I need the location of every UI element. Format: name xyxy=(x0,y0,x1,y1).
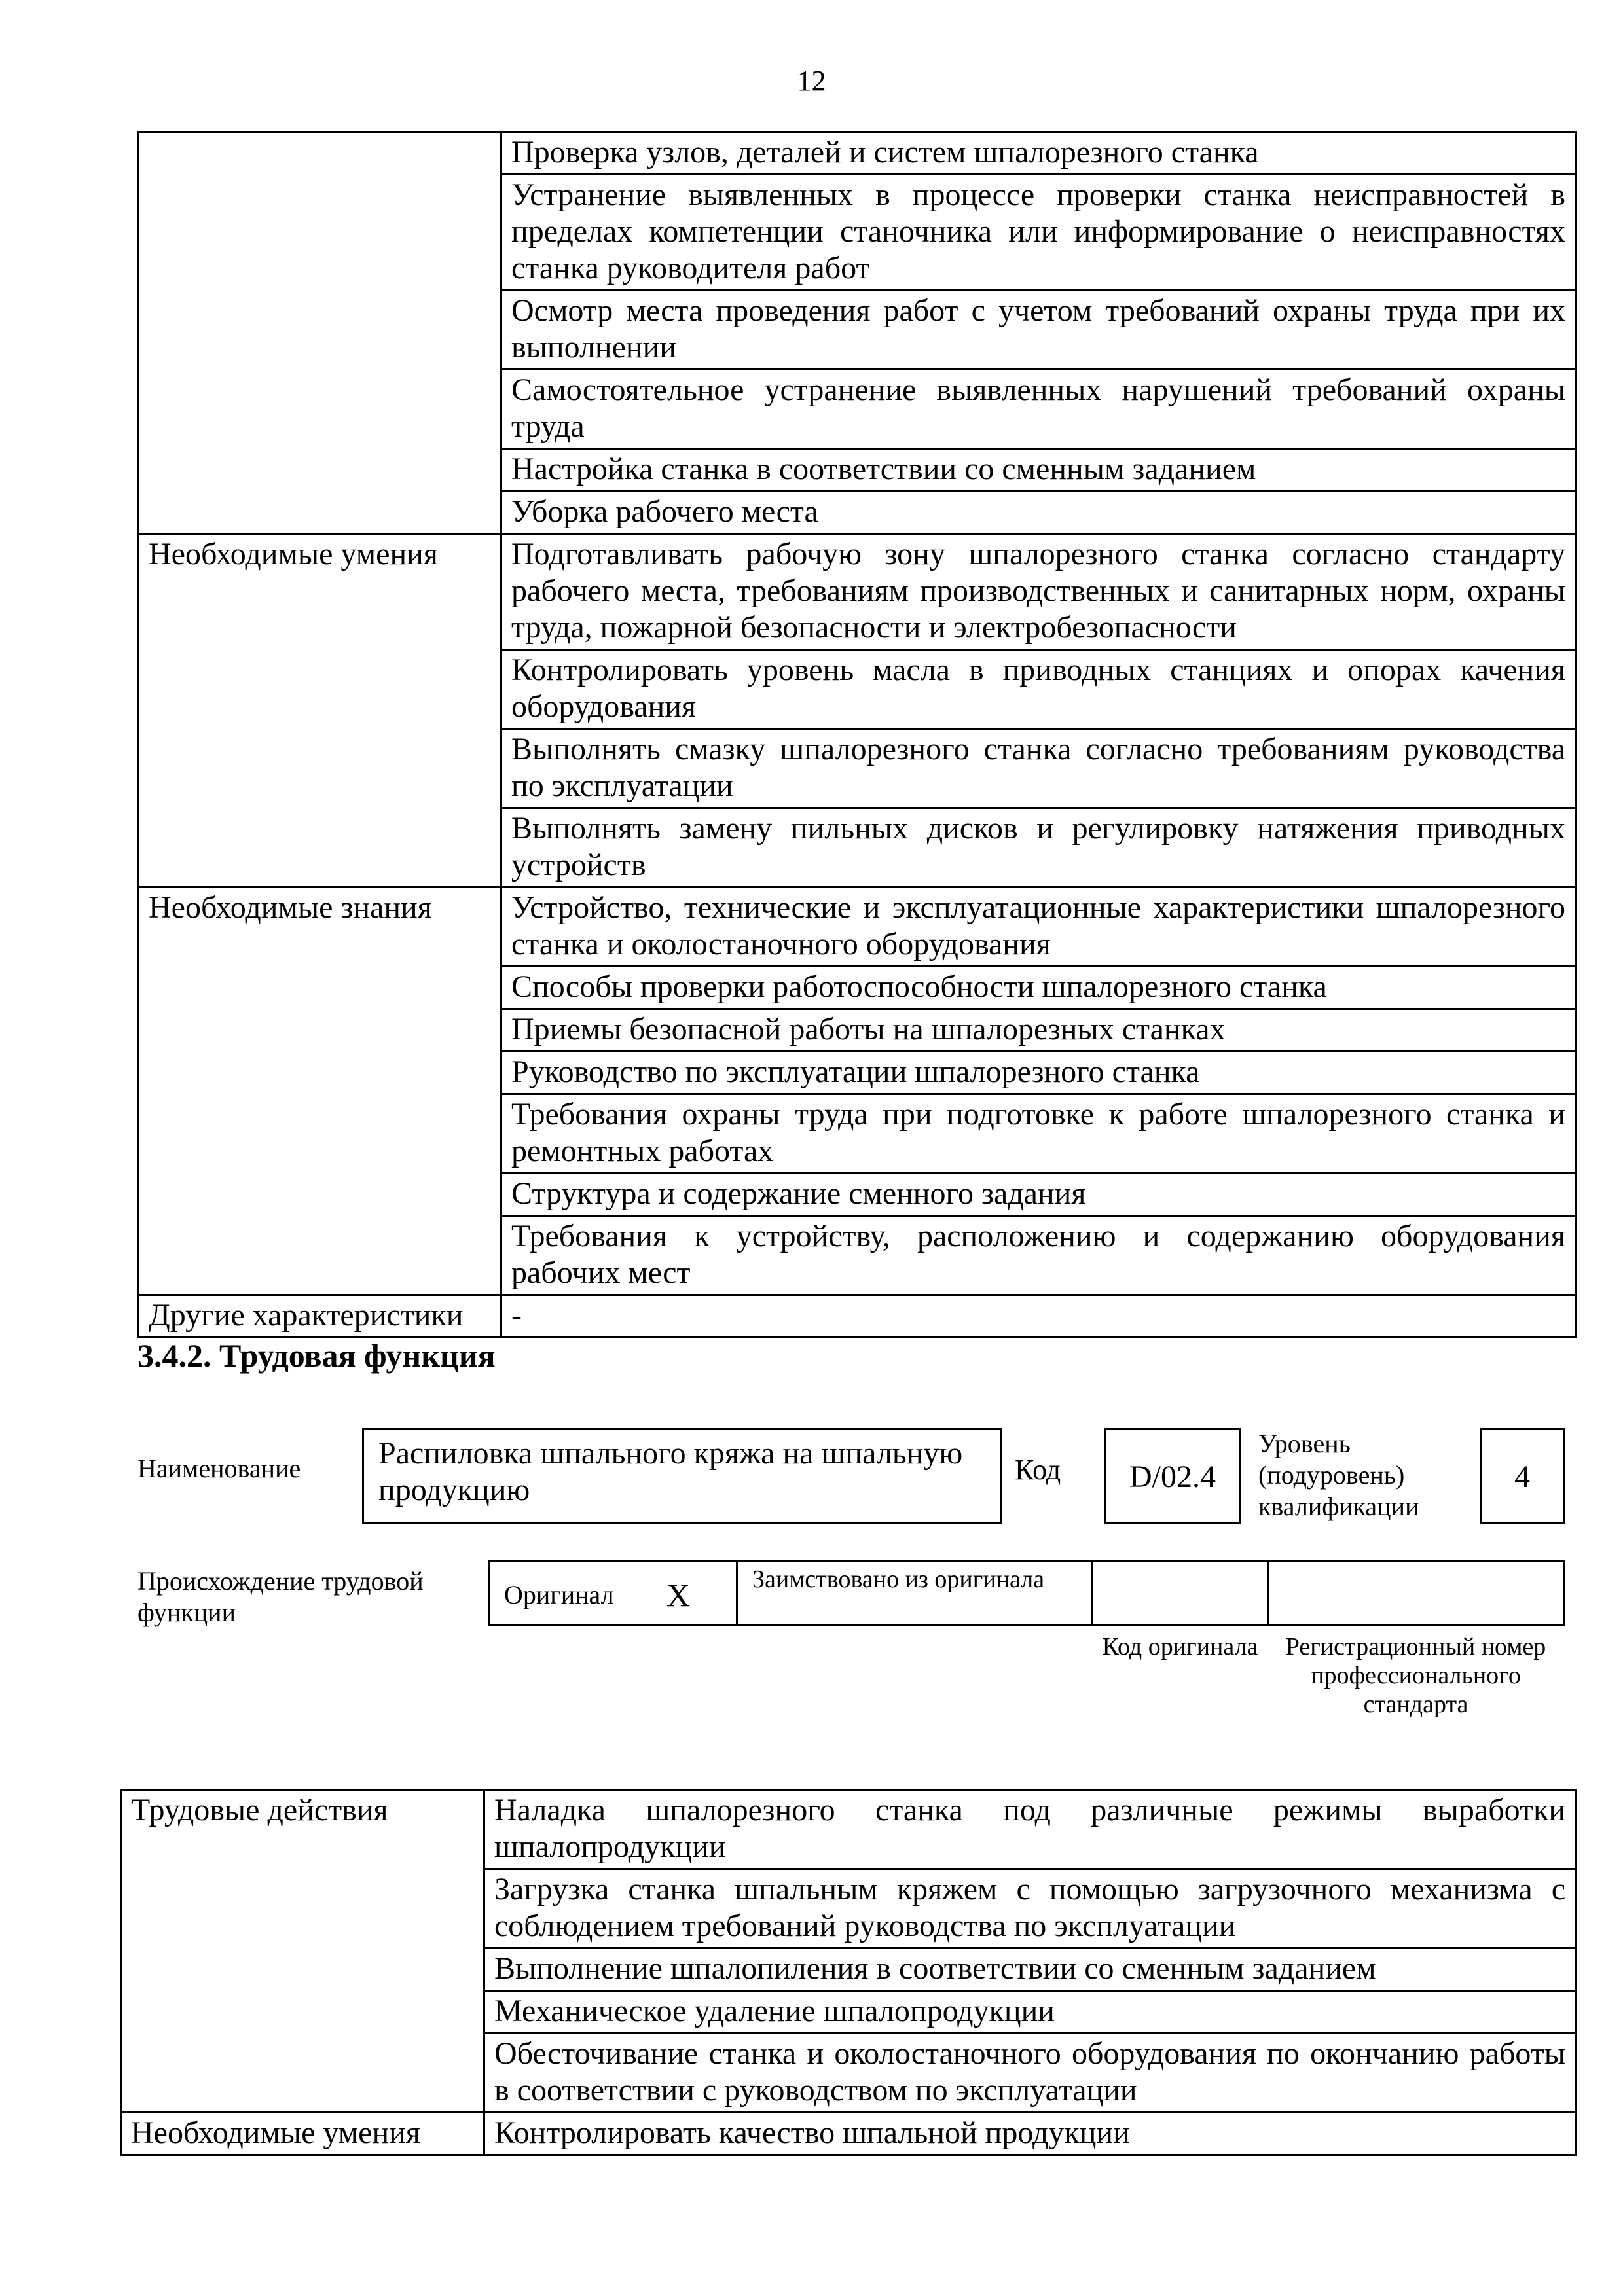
table-cell: Руководство по эксплуатации шпалорезного станка xyxy=(501,1052,1576,1094)
row-label-knowledge: Необходимые знания xyxy=(139,888,501,1295)
name-value: Распиловка шпального кряжа на шпальную продукцию xyxy=(362,1428,1002,1524)
table-cell: - xyxy=(501,1295,1576,1338)
table-cell: Контролировать уровень масла в приводных станциях и опорах качения оборудования xyxy=(501,650,1576,729)
table-row xyxy=(121,2113,1576,2155)
table-cell: Загрузка станка шпальным кряжем с помощью загрузочного механизма с соблюдением требований руководства по эксплуатации xyxy=(484,1869,1576,1948)
page-number: 12 xyxy=(797,65,826,97)
level-value: 4 xyxy=(1480,1428,1565,1524)
original-mark: X xyxy=(666,1577,691,1613)
code-original-cell xyxy=(1091,1560,1269,1626)
table-cell: Подготавливать рабочую зону шпалорезного станка согласно стандарту рабочего места, требованиям производственных и санитарных норм, охраны труда, пожарной безопасности и электробезопасности xyxy=(501,534,1576,650)
function-details-table xyxy=(137,131,1577,1338)
row-label-other: Другие характеристики xyxy=(139,1295,501,1338)
code-label: Код xyxy=(1015,1454,1061,1486)
table-cell: Структура и содержание сменного задания xyxy=(501,1174,1576,1216)
table-cell: Самостоятельное устранение выявленных нарушений требований охраны труда xyxy=(501,370,1576,449)
table-cell: Проверка узлов, деталей и систем шпалорезного станка xyxy=(501,132,1576,175)
table-row xyxy=(139,888,1576,967)
table-row xyxy=(139,534,1576,650)
row-label-skills: Необходимые умения xyxy=(121,2113,484,2155)
table-cell: Требования охраны труда при подготовке к работе шпалорезного станка и ремонтных работах xyxy=(501,1094,1576,1174)
original-cell xyxy=(488,1560,738,1626)
table-cell: Выполнять замену пильных дисков и регулировку натяжения приводных устройств xyxy=(501,808,1576,888)
table-row xyxy=(139,1295,1576,1338)
table-cell: Приемы безопасной работы на шпалорезных станках xyxy=(501,1009,1576,1052)
table-cell: Наладка шпалорезного станка под различные режимы выработки шпалопродукции xyxy=(484,1790,1576,1869)
code-value: D/02.4 xyxy=(1104,1428,1241,1524)
table-cell: Механическое удаление шпалопродукции xyxy=(484,1991,1576,2034)
row-label-skills: Необходимые умения xyxy=(139,534,501,888)
table-cell: Выполнять смазку шпалорезного станка согласно требованиям руководства по эксплуатации xyxy=(501,729,1576,808)
table-cell: Контролировать качество шпальной продукции xyxy=(484,2113,1576,2155)
table-cell: Настройка станка в соответствии со сменным заданием xyxy=(501,449,1576,492)
reg-number-cell xyxy=(1267,1560,1565,1626)
table-cell: Осмотр места проведения работ с учетом требований охраны труда при их выполнении xyxy=(501,291,1576,370)
row-label-actions: Трудовые действия xyxy=(121,1790,484,2113)
borrowed-cell: Заимствовано из оригинала xyxy=(736,1560,1093,1626)
original-label: Оригинал xyxy=(504,1580,614,1609)
table-cell: Требования к устройству, расположению и содержанию оборудования рабочих мест xyxy=(501,1216,1576,1295)
section-title: 3.4.2. Трудовая функция xyxy=(137,1337,496,1374)
name-label: Наименование xyxy=(137,1454,301,1483)
origin-label: Происхождение трудовой функции xyxy=(137,1566,424,1627)
table-cell: Обесточивание станка и околостаночного оборудования по окончанию работы в соответствии с руководством по эксплуатации xyxy=(484,2034,1576,2113)
table-cell: Устранение выявленных в процессе проверки станка неисправностей в пределах компетенции станочника или информирование о неисправностях станка руководителя работ xyxy=(501,175,1576,291)
table-cell: Способы проверки работоспособности шпалорезного станка xyxy=(501,967,1576,1009)
table-cell: Устройство, технические и эксплуатационные характеристики шпалорезного станка и околостаночного оборудования xyxy=(501,888,1576,967)
table-cell: Уборка рабочего места xyxy=(501,492,1576,534)
row-label-empty xyxy=(139,132,501,534)
table-row xyxy=(121,1790,1576,1869)
code-original-caption: Код оригинала xyxy=(1102,1633,1258,1660)
work-actions-table xyxy=(120,1789,1577,2156)
reg-number-caption: Регистрационный номер профессионального стандарта xyxy=(1285,1633,1546,1718)
table-cell: Выполнение шпалопиления в соответствии со сменным заданием xyxy=(484,1948,1576,1991)
table-row xyxy=(139,132,1576,175)
level-label: Уровень (подуровень) квалификации xyxy=(1258,1429,1419,1521)
